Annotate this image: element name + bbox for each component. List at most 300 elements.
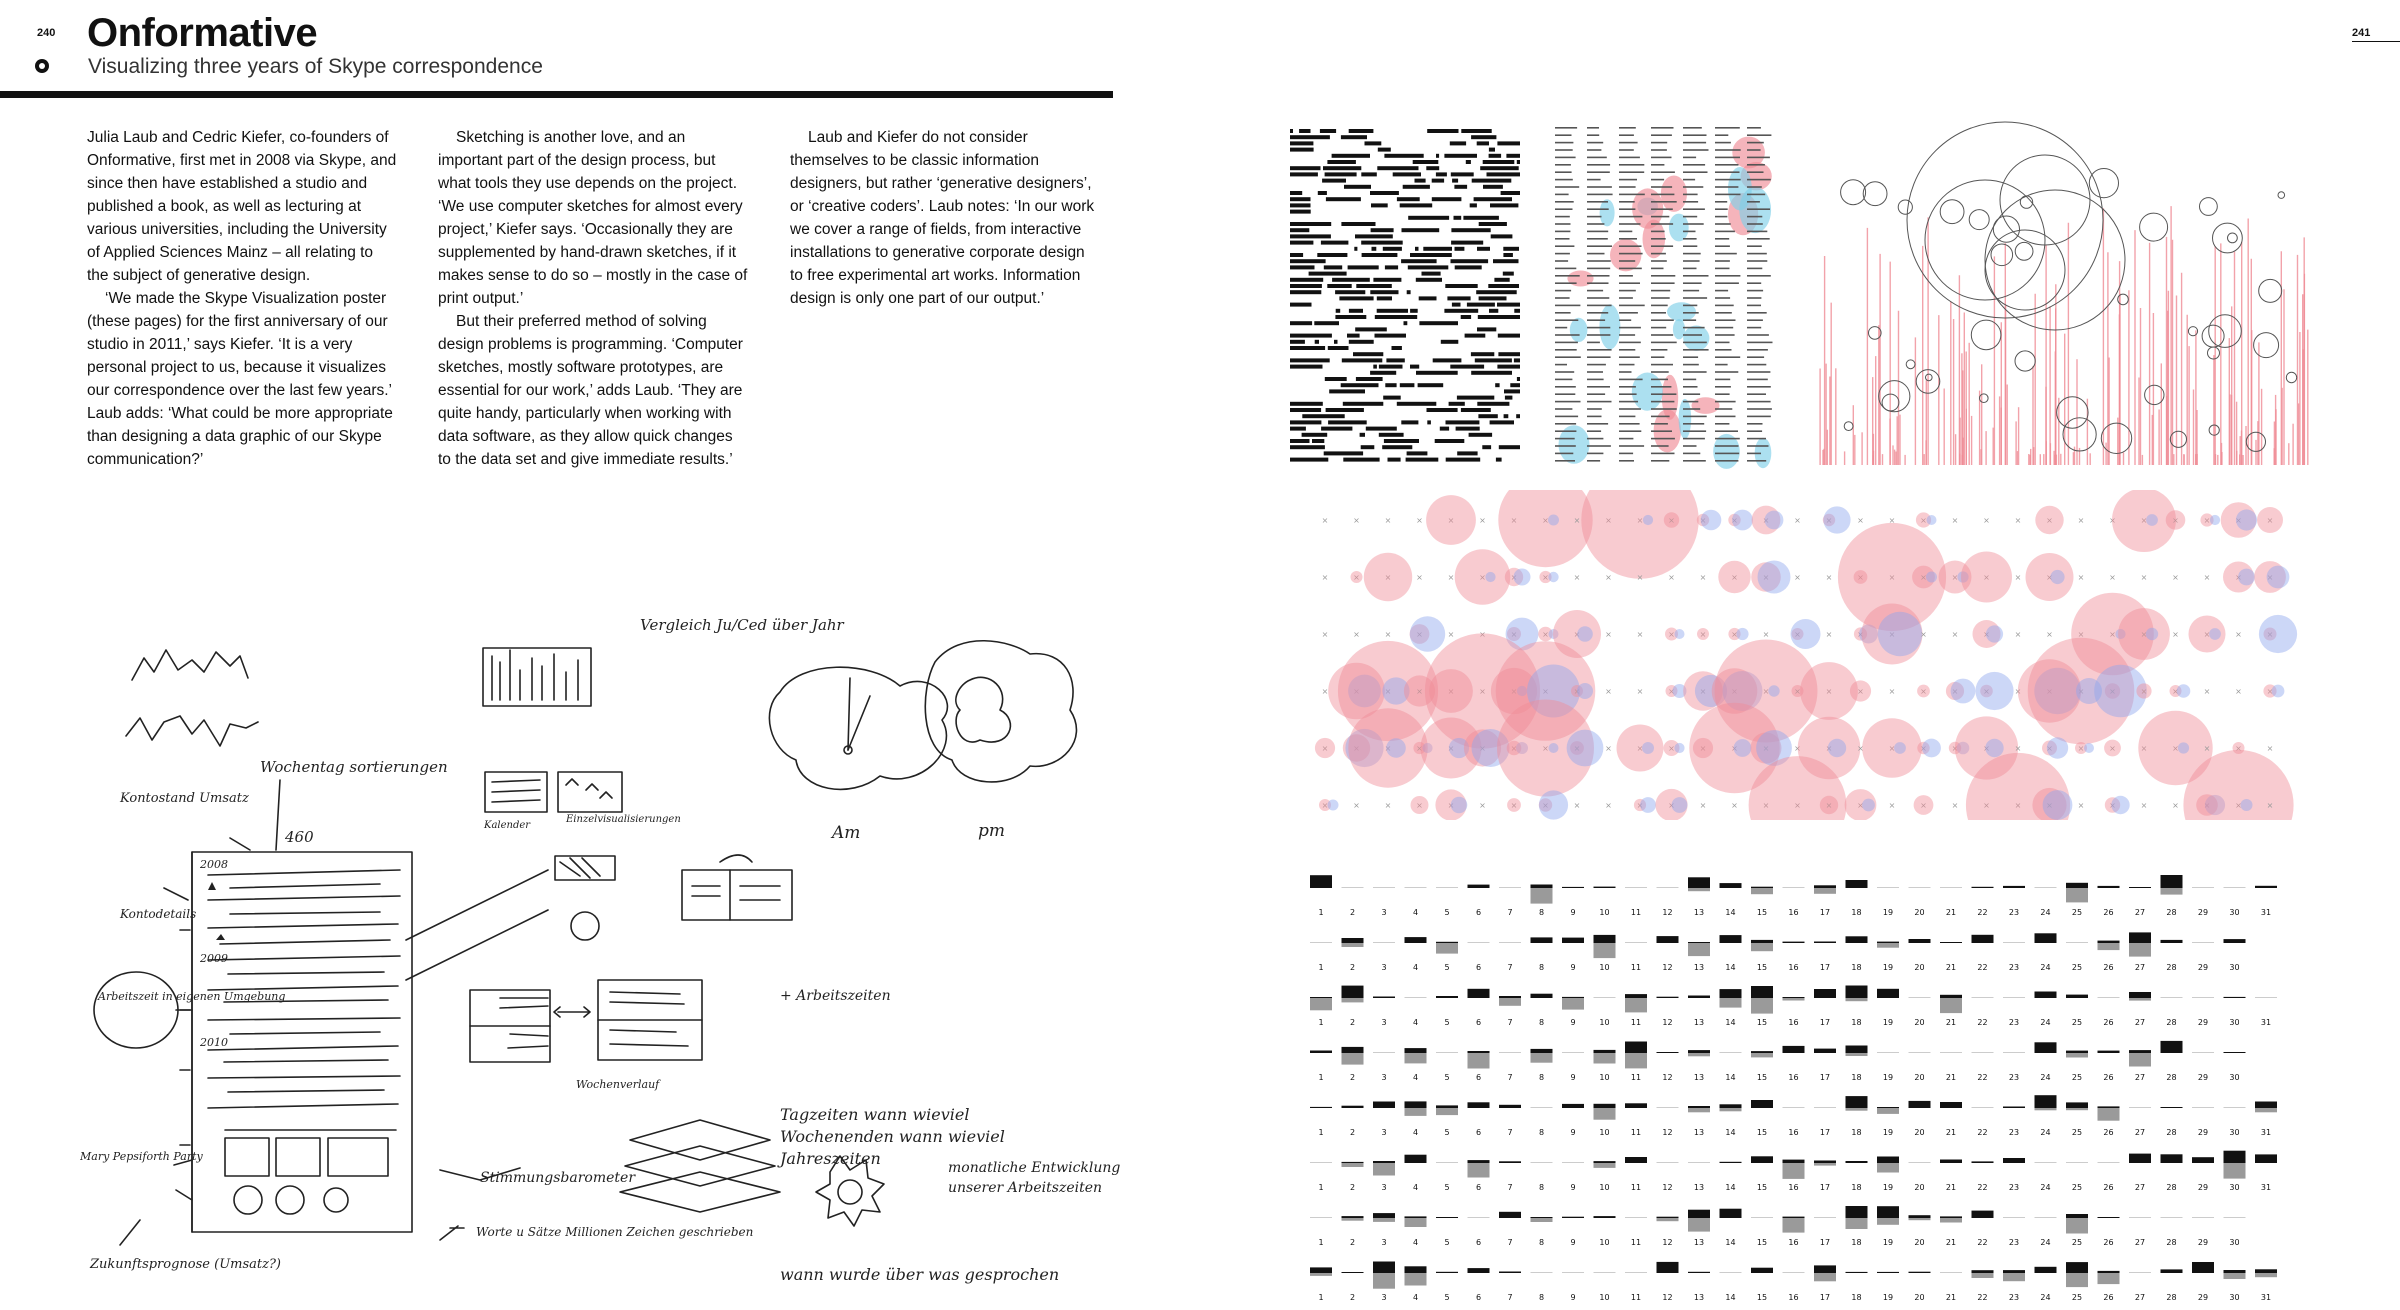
day-label: 17 xyxy=(1819,1293,1831,1300)
sketch-note: 460 xyxy=(285,828,314,846)
day-bar-empty xyxy=(1499,1052,1521,1053)
bubble-blue xyxy=(2267,566,2290,589)
bubble-pink xyxy=(1426,495,1476,545)
day-bar-bottom xyxy=(1877,943,1899,948)
bubble-marker: × xyxy=(1321,516,1329,525)
day-bar-top xyxy=(1688,1050,1710,1053)
grid-tick xyxy=(1747,297,1761,299)
grid-tick xyxy=(1587,290,1603,292)
grid-tick xyxy=(1651,208,1673,210)
sketch-wave-2 xyxy=(126,716,258,746)
bubble-marker: × xyxy=(1479,687,1486,696)
day-label: 31 xyxy=(2260,1293,2272,1300)
bubble-marker: × xyxy=(1794,516,1801,525)
grid-tick xyxy=(1619,142,1638,144)
day-bar-empty xyxy=(2003,1217,2025,1218)
grid-tick xyxy=(1651,223,1673,225)
day-bar-bottom xyxy=(2224,1163,2246,1179)
day-bar-empty xyxy=(1436,1162,1458,1163)
grid-tick xyxy=(1555,445,1576,447)
day-bar-bottom xyxy=(1625,1053,1647,1068)
barcode-segment xyxy=(1517,377,1520,381)
day-bar-bottom xyxy=(2098,1273,2120,1284)
day-label: 11 xyxy=(1630,1183,1642,1192)
grid-tick xyxy=(1747,453,1761,455)
day-bar-empty xyxy=(1909,1162,1931,1163)
bubble-blue xyxy=(1758,561,1791,594)
day-label: 30 xyxy=(2229,908,2240,917)
grid-tick xyxy=(1715,364,1728,366)
day-bar-top xyxy=(1877,1107,1899,1108)
bubble-marker: × xyxy=(1605,801,1612,810)
grid-tick xyxy=(1619,268,1642,270)
grid-tick xyxy=(1555,245,1574,247)
barcode-segment xyxy=(1454,185,1467,189)
bubble-marker: × xyxy=(1731,801,1738,810)
barcode-segment xyxy=(1449,402,1465,406)
day-label: 17 xyxy=(1819,1238,1831,1247)
day-bar-empty xyxy=(2192,887,2214,888)
day-bar-top xyxy=(1594,1104,1616,1108)
grid-tick xyxy=(1651,349,1667,351)
bubble-marker: × xyxy=(2109,801,2116,810)
day-bar-empty xyxy=(1909,997,1931,998)
day-bar-empty xyxy=(1909,887,1931,888)
grid-tick xyxy=(1555,401,1581,403)
day-bar-top xyxy=(1877,1206,1899,1218)
day-bar-top xyxy=(1594,1161,1616,1163)
barcode-segment xyxy=(1461,315,1471,319)
day-label: 30 xyxy=(2229,963,2240,972)
grid-tick xyxy=(1619,305,1645,307)
grid-tick xyxy=(1715,349,1732,351)
day-label: 17 xyxy=(1819,1073,1831,1082)
day-label: 14 xyxy=(1725,1018,1736,1027)
day-label: 11 xyxy=(1630,1128,1642,1137)
barcode-segment xyxy=(1503,272,1514,276)
day-label: 3 xyxy=(1381,1073,1387,1082)
barcode-segment xyxy=(1472,179,1512,183)
barcode-segment xyxy=(1406,458,1439,462)
grid-tick xyxy=(1683,245,1697,247)
day-label: 30 xyxy=(2229,1238,2240,1247)
bubble-marker: × xyxy=(1510,801,1518,810)
bubble-blue xyxy=(1539,790,1568,819)
grid-tick xyxy=(1555,356,1581,358)
day-label: 4 xyxy=(1412,1073,1419,1082)
bubble-marker: × xyxy=(1794,630,1801,639)
day-label: 28 xyxy=(2166,1018,2177,1027)
day-label: 30 xyxy=(2229,1018,2240,1027)
day-bar-bottom xyxy=(1909,1218,1931,1220)
barcode-segment xyxy=(1494,278,1509,282)
grid-tick xyxy=(1619,319,1631,321)
day-bar-top xyxy=(2098,1051,2120,1053)
day-label: 25 xyxy=(2071,963,2083,972)
day-bar-empty xyxy=(1310,1162,1332,1163)
bubble-marker: × xyxy=(1762,744,1770,753)
day-label: 10 xyxy=(1599,1018,1610,1027)
bubble-marker: × xyxy=(1888,744,1896,753)
bubble-marker: × xyxy=(1731,687,1738,696)
grid-tick xyxy=(1555,386,1576,388)
barcode-segment xyxy=(1427,420,1431,424)
grid-tick xyxy=(1747,423,1763,425)
day-label: 29 xyxy=(2197,963,2209,972)
day-label: 19 xyxy=(1882,1018,1894,1027)
grid-tick xyxy=(1555,430,1576,432)
grid-tick xyxy=(1587,379,1604,381)
grid-tick xyxy=(1715,149,1741,151)
barcode-segment xyxy=(1444,309,1478,313)
day-bar-top xyxy=(1657,1052,1679,1053)
grid-tick xyxy=(1715,430,1738,432)
day-bar-top xyxy=(1468,989,1490,998)
barcode-segment xyxy=(1392,346,1402,350)
day-label: 29 xyxy=(2197,1293,2209,1300)
day-bar-bottom xyxy=(1405,1053,1427,1063)
day-label: 30 xyxy=(2229,1183,2240,1192)
grid-tick xyxy=(1619,223,1641,225)
day-label: 8 xyxy=(1538,1238,1545,1247)
barcode-segment xyxy=(1450,365,1484,369)
day-bar-bottom xyxy=(1720,998,1742,1008)
grid-tick xyxy=(1619,371,1632,373)
day-bar-top xyxy=(2161,875,2183,888)
bubble-marker: × xyxy=(1699,801,1707,810)
day-bar-bottom xyxy=(1688,1053,1710,1056)
day-bar-empty xyxy=(1310,942,1332,943)
barcode-segment xyxy=(1366,427,1397,431)
bubble-marker: × xyxy=(2014,516,2022,525)
day-label: 7 xyxy=(1507,963,1513,972)
grid-tick xyxy=(1683,460,1706,462)
day-bar-top xyxy=(1688,942,1710,943)
day-bar-bottom xyxy=(2224,1273,2246,1279)
grid-tick xyxy=(1587,194,1613,196)
day-bar-top xyxy=(1720,1209,1742,1218)
day-label: 20 xyxy=(1914,1183,1925,1192)
bubble-pink xyxy=(2118,608,2170,660)
grid-tick xyxy=(1747,305,1761,307)
barcode-segment xyxy=(1344,185,1371,189)
grid-tick xyxy=(1587,364,1606,366)
day-label: 3 xyxy=(1381,1018,1387,1027)
day-bar-top xyxy=(1846,986,1868,999)
barcode-segment xyxy=(1410,309,1418,313)
grid-tick xyxy=(1715,245,1730,247)
day-label: 23 xyxy=(2008,1238,2020,1247)
day-bar-top xyxy=(2035,933,2057,943)
day-bar-top xyxy=(2192,1262,2214,1273)
day-label: 22 xyxy=(1977,908,1988,917)
small-circle xyxy=(2228,233,2238,243)
day-label: 1 xyxy=(1318,1073,1324,1082)
grid-blob xyxy=(1599,304,1620,349)
grid-tick xyxy=(1587,453,1603,455)
barcode-segment xyxy=(1315,340,1319,344)
barcode-segment xyxy=(1290,427,1306,431)
barcode-segment xyxy=(1408,216,1449,220)
grid-tick xyxy=(1715,208,1728,210)
bubble-marker: × xyxy=(1951,687,1959,696)
day-bar-top xyxy=(1783,1046,1805,1053)
small-circle xyxy=(2140,213,2168,241)
day-bar-empty xyxy=(1625,1217,1647,1218)
grid-tick xyxy=(1587,393,1605,395)
bubble-marker: × xyxy=(1951,630,1959,639)
day-label: 13 xyxy=(1693,1183,1705,1192)
barcode-segment xyxy=(1474,197,1512,201)
day-bar-bottom xyxy=(1531,1053,1553,1063)
bubble-blue xyxy=(2177,684,2191,698)
barcode-segment xyxy=(1290,445,1325,449)
grid-blob xyxy=(1570,318,1588,342)
grid-tick xyxy=(1651,164,1664,166)
barcode-segment xyxy=(1332,154,1370,158)
day-label: 6 xyxy=(1475,1238,1482,1247)
day-label: 13 xyxy=(1693,1238,1705,1247)
day-label: 20 xyxy=(1914,1128,1925,1137)
day-bar-top xyxy=(2129,992,2151,998)
grid-tick xyxy=(1715,334,1735,336)
grid-tick xyxy=(1747,208,1770,210)
barcode-segment xyxy=(1488,284,1519,288)
grid-tick xyxy=(1619,416,1635,418)
sketch-wave-1 xyxy=(132,650,248,680)
day-label: 15 xyxy=(1756,1293,1768,1300)
grid-tick xyxy=(1651,460,1669,462)
day-bar-top xyxy=(1373,997,1395,999)
barcode-segment xyxy=(1321,241,1349,245)
day-bar-top xyxy=(1688,996,1710,999)
day-bar-top xyxy=(1846,1096,1868,1108)
grid-tick xyxy=(1651,401,1674,403)
bubble-marker: × xyxy=(1857,687,1864,696)
barcode-segment xyxy=(1290,210,1311,214)
grid-tick xyxy=(1715,223,1731,225)
grid-tick xyxy=(1619,445,1644,447)
day-bar-bottom xyxy=(1657,1218,1679,1221)
day-bar-top xyxy=(2161,1154,2183,1163)
day-bar-top xyxy=(2255,1269,2277,1273)
grid-tick xyxy=(1587,268,1610,270)
barcode-segment xyxy=(1393,172,1421,176)
day-label: 13 xyxy=(1693,908,1705,917)
barcode-segment xyxy=(1349,340,1374,344)
day-bar-top xyxy=(1373,1102,1395,1109)
bubble-pink xyxy=(1697,628,1709,640)
bubble-marker: × xyxy=(1668,573,1675,582)
day-bar-bottom xyxy=(1877,1218,1899,1225)
day-label: 4 xyxy=(1412,908,1419,917)
day-label: 24 xyxy=(2040,1238,2051,1247)
barcode-segment xyxy=(1302,414,1344,418)
grid-tick xyxy=(1619,216,1642,218)
day-bar-top xyxy=(1405,1266,1427,1273)
barcode-segment xyxy=(1440,427,1449,431)
day-bar-top xyxy=(1720,1104,1742,1108)
grid-tick xyxy=(1619,342,1641,344)
day-bar-top xyxy=(1846,1272,1868,1273)
barcode-segment xyxy=(1410,253,1452,257)
bubble-marker: × xyxy=(1888,801,1896,810)
barcode-segment xyxy=(1451,228,1490,232)
day-bar-top xyxy=(1531,937,1553,943)
day-label: 9 xyxy=(1570,908,1576,917)
day-label: 18 xyxy=(1851,1293,1862,1300)
bubble-marker: × xyxy=(1479,744,1486,753)
grid-tick xyxy=(1651,253,1666,255)
bubble-marker: × xyxy=(2266,744,2274,753)
day-label: 22 xyxy=(1977,963,1988,972)
day-label: 17 xyxy=(1819,963,1831,972)
day-bar-top xyxy=(1972,1161,1994,1163)
bubble-blue xyxy=(2050,570,2064,584)
day-label: 3 xyxy=(1381,1183,1387,1192)
bubble-marker: × xyxy=(2140,630,2148,639)
day-label: 7 xyxy=(1507,1018,1513,1027)
day-bar-empty xyxy=(1972,997,1994,998)
grid-tick xyxy=(1587,134,1599,136)
grid-tick xyxy=(1555,238,1570,240)
day-bar-empty xyxy=(1720,1272,1742,1273)
day-bar-top xyxy=(1909,939,1931,943)
small-circle xyxy=(1969,210,1989,230)
hand-drawn-sketches xyxy=(80,600,1140,1300)
day-label: 26 xyxy=(2103,1073,2114,1082)
small-circle xyxy=(2015,242,2033,260)
day-bar-bottom xyxy=(1594,1108,1616,1120)
day-label: 9 xyxy=(1570,963,1576,972)
day-label: 11 xyxy=(1630,1293,1642,1300)
barcode-segment xyxy=(1312,439,1324,443)
grid-tick xyxy=(1715,305,1734,307)
grid-tick xyxy=(1555,134,1572,136)
bubble-blue xyxy=(1485,572,1495,582)
grid-tick xyxy=(1683,253,1701,255)
barcode-segment xyxy=(1422,272,1441,276)
day-bar-empty xyxy=(1342,887,1364,888)
day-label: 29 xyxy=(2197,1018,2209,1027)
sketch-note: Arbeitszeit in eigenen Umgebung xyxy=(98,990,286,1003)
grid-tick xyxy=(1651,379,1668,381)
grid-tick xyxy=(1683,171,1708,173)
day-bar-top xyxy=(1562,1104,1584,1108)
bubble-marker: × xyxy=(1510,744,1518,753)
grid-tick xyxy=(1555,194,1569,196)
grid-tick xyxy=(1619,393,1637,395)
day-bar-bottom xyxy=(1468,1053,1490,1069)
day-bar-top xyxy=(1783,1217,1805,1218)
day-label: 25 xyxy=(2071,1238,2083,1247)
sketch-note: 2009 xyxy=(200,952,228,965)
bubble-marker: × xyxy=(2077,744,2085,753)
day-bar-empty xyxy=(1625,942,1647,943)
grid-tick xyxy=(1619,312,1638,314)
day-label: 27 xyxy=(2134,1183,2146,1192)
grid-tick xyxy=(1747,334,1769,336)
day-bar-bottom xyxy=(1940,1218,1962,1223)
barcode-segment xyxy=(1489,309,1498,313)
day-bar-empty xyxy=(2192,942,2214,943)
day-label: 20 xyxy=(1914,1293,1925,1300)
barcode-segment xyxy=(1323,166,1361,170)
barcode-segment xyxy=(1446,458,1481,462)
grid-tick xyxy=(1555,164,1571,166)
day-label: 25 xyxy=(2071,908,2083,917)
grid-tick xyxy=(1747,245,1762,247)
bubble-marker: × xyxy=(1542,630,1549,639)
grid-tick xyxy=(1747,216,1762,218)
day-label: 25 xyxy=(2071,1293,2083,1300)
day-bar-top xyxy=(1436,1105,1458,1108)
grid-tick xyxy=(1683,386,1698,388)
day-label: 15 xyxy=(1756,1238,1768,1247)
barcode-segment xyxy=(1377,309,1408,313)
day-bar-top xyxy=(1814,989,1836,998)
bubble-marker: × xyxy=(1983,744,1990,753)
bubble-marker: × xyxy=(1605,744,1612,753)
barcode-segment xyxy=(1290,228,1309,232)
day-label: 2 xyxy=(1349,1073,1356,1082)
barcode-segment xyxy=(1385,383,1396,387)
grid-tick xyxy=(1651,371,1669,373)
bubble-marker: × xyxy=(1762,801,1770,810)
small-circle xyxy=(1906,360,1915,369)
day-label: 22 xyxy=(1977,1183,1988,1192)
barcode-segment xyxy=(1377,166,1418,170)
grid-tick xyxy=(1619,364,1635,366)
bubble-blue xyxy=(1640,797,1656,813)
bubble-marker: × xyxy=(2235,573,2242,582)
day-bar-top xyxy=(1688,1106,1710,1108)
day-bar-empty xyxy=(2066,1162,2088,1163)
grid-tick xyxy=(1651,342,1677,344)
day-label: 12 xyxy=(1662,1073,1673,1082)
bubble-marker: × xyxy=(1888,573,1896,582)
day-label: 11 xyxy=(1630,908,1642,917)
grid-tick xyxy=(1619,334,1635,336)
day-bar-empty xyxy=(2192,997,2214,998)
day-bar-empty xyxy=(2129,1217,2151,1218)
grid-tick xyxy=(1683,260,1700,262)
grid-tick xyxy=(1619,460,1634,462)
barcode-segment xyxy=(1408,265,1449,269)
grid-tick xyxy=(1555,364,1567,366)
barcode-segment xyxy=(1432,179,1444,183)
bubble-pink xyxy=(1850,680,1871,701)
barcode-segment xyxy=(1475,358,1512,362)
bubble-blue xyxy=(1734,739,1752,757)
grid-tick xyxy=(1747,194,1765,196)
bubble-blue xyxy=(1732,510,1753,531)
day-bar-bottom xyxy=(2066,1053,2088,1058)
day-bar-bottom xyxy=(1405,1218,1427,1227)
day-bar-empty xyxy=(2224,887,2246,888)
sketch-note: 2010 xyxy=(200,1036,228,1049)
bubble-marker: × xyxy=(1699,573,1707,582)
bubble-marker: × xyxy=(1384,516,1392,525)
grid-tick xyxy=(1619,327,1641,329)
day-label: 3 xyxy=(1381,963,1387,972)
grid-tick xyxy=(1683,379,1696,381)
day-bar-top xyxy=(1940,1160,1962,1164)
day-bar-bottom xyxy=(1562,998,1584,1010)
day-bar-top xyxy=(1310,875,1332,888)
orbit-circle xyxy=(1925,180,2045,300)
day-label: 16 xyxy=(1788,1238,1799,1247)
